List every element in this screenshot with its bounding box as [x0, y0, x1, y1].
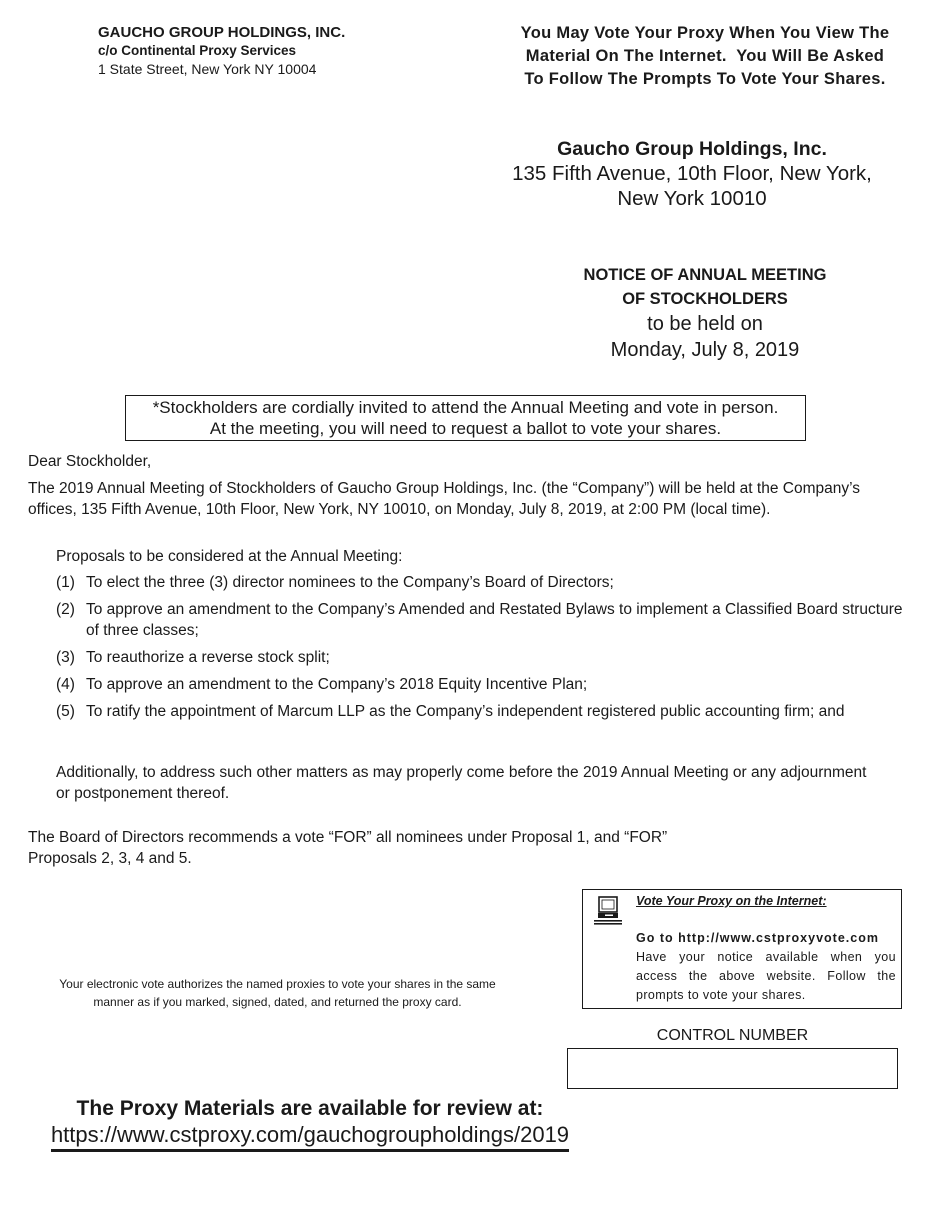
banner-line: You May Vote Your Proxy When You View The [520, 24, 890, 42]
internet-vote-box [582, 889, 902, 1009]
company-address-line2: New York 10010 [617, 187, 767, 210]
disclaimer-line2: manner as if you marked, signed, dated, and returned the proxy card. [93, 995, 462, 1009]
proposal-item [56, 572, 906, 593]
proposal-text: To reauthorize a reverse stock split; [86, 649, 330, 666]
notice-title-line2: OF STOCKHOLDERS [622, 290, 788, 308]
greeting: Dear Stockholder, [28, 453, 152, 470]
meeting-date: Monday, July 8, 2019 [610, 339, 800, 361]
proposal-text: To elect the three (3) director nominees to the Company’s Board of Directors; [86, 574, 614, 591]
vote-box-body [636, 929, 896, 1005]
invitation-line2: At the meeting, you will need to request a ballot to vote your shares. [209, 419, 722, 438]
sender-block [98, 24, 345, 78]
notice-heading [555, 263, 855, 363]
banner-line: To Follow The Prompts To Vote Your Shares. [524, 70, 886, 88]
sender-company: GAUCHO GROUP HOLDINGS, INC. [98, 24, 346, 41]
vote-box-title: Vote Your Proxy on the Internet: [636, 894, 827, 908]
proposals-heading: Proposals to be considered at the Annual Meeting: [56, 548, 403, 565]
proposal-number: (2) [56, 601, 75, 618]
proposals-list [56, 546, 906, 728]
electronic-vote-disclaimer [35, 975, 520, 1011]
proxy-materials [35, 1096, 585, 1152]
invitation-box [125, 395, 806, 441]
proposal-item [56, 701, 906, 722]
board-recommendation [28, 827, 748, 869]
proposal-item [56, 674, 906, 695]
computer-icon [593, 896, 623, 928]
proposal-text: To approve an amendment to the Company’s Amended and Restated Bylaws to implement a Classified Board structure of three classes; [86, 601, 903, 639]
proposal-text: To ratify the appointment of Marcum LLP as the Company’s independent registered public accounting firm; and [86, 703, 845, 720]
board-recommendation-line2: Proposals 2, 3, 4 and 5. [28, 850, 192, 867]
proposal-item [56, 599, 906, 641]
control-number-label: CONTROL NUMBER [656, 1027, 809, 1044]
proposal-number: (1) [56, 574, 75, 591]
proposal-number: (3) [56, 649, 75, 666]
notice-held-on: to be held on [647, 313, 763, 335]
vote-box-instructions: Have your notice available when you access the above website. Follow the prompts to vote your shares. [636, 950, 896, 1002]
sender-address: 1 State Street, New York NY 10004 [98, 61, 317, 77]
proxy-materials-heading: The Proxy Materials are available for review at: [76, 1097, 544, 1120]
intro-paragraph: The 2019 Annual Meeting of Stockholders of Gaucho Group Holdings, Inc. (the “Company”) will be held at the Company’s offices, 135 Fifth Avenue, 10th Floor, New York, NY 10010, on Monday, July 8, 2019, at 2:00 PM (local time). [28, 480, 861, 518]
proposal-text: To approve an amendment to the Company’s 2018 Equity Incentive Plan; [86, 676, 588, 693]
vote-website-link[interactable]: Go to http://www.cstproxyvote.com [636, 931, 879, 945]
disclaimer-line1: Your electronic vote authorizes the named proxies to vote your shares in the same [59, 977, 496, 991]
additional-matters: Additionally, to address such other matters as may properly come before the 2019 Annual Meeting or any adjournment or postponement thereof. [56, 764, 867, 802]
company-address-line1: 135 Fifth Avenue, 10th Floor, New York, [512, 162, 872, 185]
invitation-line1: *Stockholders are cordially invited to attend the Annual Meeting and vote in person. [152, 398, 779, 417]
proposal-number: (4) [56, 676, 75, 693]
notice-title-line1: NOTICE OF ANNUAL MEETING [583, 266, 827, 284]
internet-vote-banner [490, 22, 920, 91]
sender-care-of: c/o Continental Proxy Services [98, 43, 297, 58]
company-name: Gaucho Group Holdings, Inc. [557, 138, 827, 160]
proxy-materials-link[interactable]: https://www.cstproxy.com/gauchogroupholdings/2019 [51, 1122, 569, 1152]
board-recommendation-line1: The Board of Directors recommends a vote “FOR” all nominees under Proposal 1, and “FOR” [28, 829, 668, 846]
proposal-number: (5) [56, 703, 75, 720]
company-block [482, 137, 902, 211]
control-number-box [567, 1048, 898, 1089]
banner-line: Material On The Internet. You Will Be Asked [525, 47, 885, 65]
proposal-item [56, 647, 906, 668]
